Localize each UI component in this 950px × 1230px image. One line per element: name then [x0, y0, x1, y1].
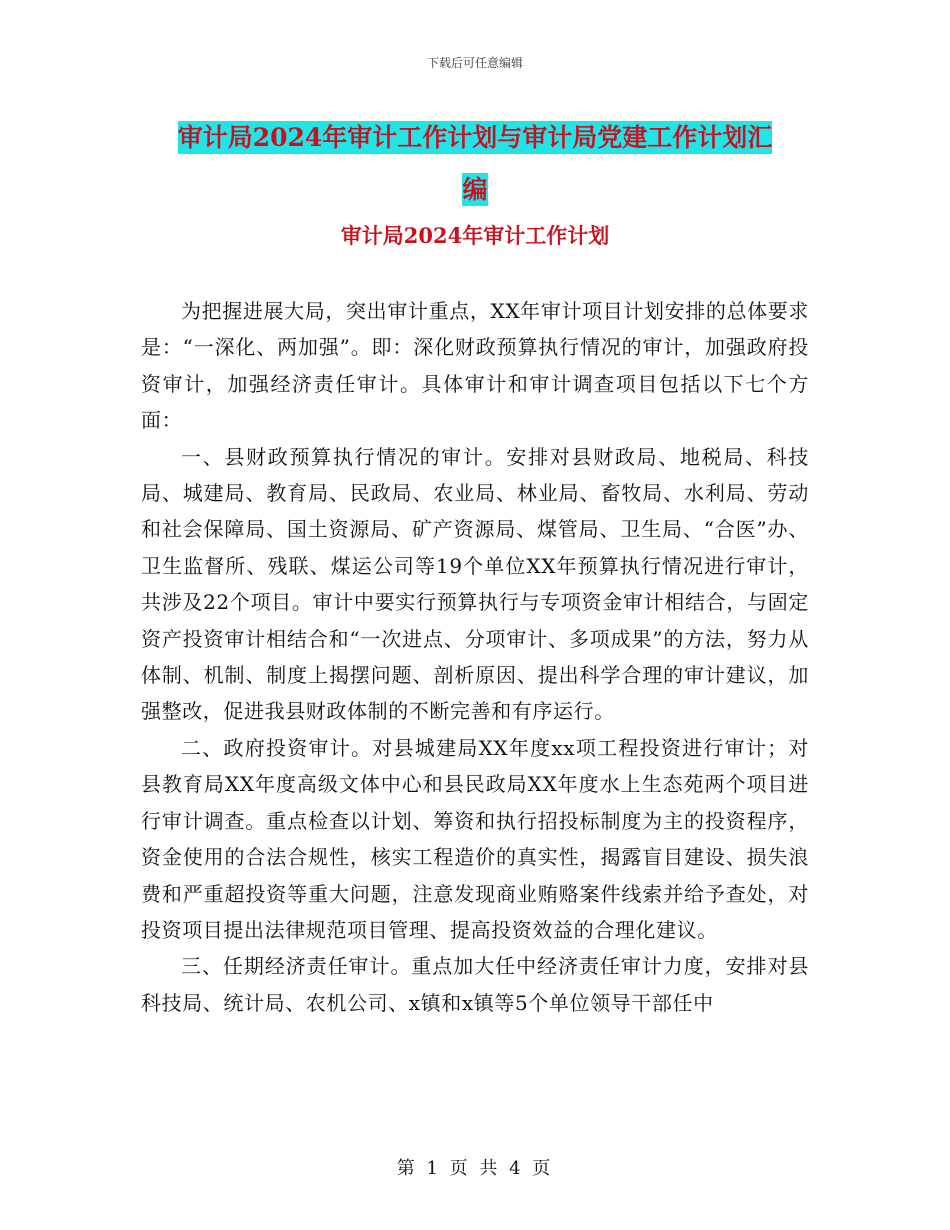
paragraph-item-1: 一、县财政预算执行情况的审计。安排对县财政局、地税局、科技局、城建局、教育局、民政局、农业局、林业局、畜牧局、水利局、劳动和社会保障局、国土资源局、矿产资源局、煤管局、卫生局、“合医”办、卫生监督所、残联、煤运公司等19个单位XX年预算执行情况进行审计，共涉及22个项目。审计中要实行预算执行与专项资金审计相结合，与固定资产投资审计相结合和“一次进点、分项审计、多项成果”的方法，努力从体制、机制、制度上揭摆问题、剖析原因、提出科学合理的审计建议，加强整改，促进我县财政体制的不断完善和有序运行。	[141, 444, 809, 724]
section-title: 审计局2024年审计工作计划	[340, 223, 610, 248]
page-number-footer: 第 1 页 共 4 页	[396, 1158, 554, 1179]
title-line-2: 编	[462, 175, 488, 204]
document-title	[140, 112, 810, 216]
document-body	[141, 293, 809, 1021]
paragraph-intro: 为把握进展大局，突出审计重点，XX年审计项目计划安排的总体要求是：“一深化、两加强”。即：深化财政预算执行情况的审计，加强政府投资审计，加强经济责任审计。具体审计和审计调查项目包括以下七个方面：	[141, 299, 809, 433]
page-header-note: 下载后可任意编辑	[426, 56, 523, 70]
paragraph-item-2: 二、政府投资审计。对县城建局XX年度xx项工程投资进行审计；对县教育局XX年度高级文体中心和县民政局XX年度水上生态苑两个项目进行审计调查。重点检查以计划、筹资和执行招投标制度为主的投资程序，资金使用的合法合规性，核实工程造价的真实性，揭露盲目建设、损失浪费和严重超投资等重大问题，注意发现商业贿赂案件线索并给予查处，对投资项目提出法律规范项目管理、提高投资效益的合理化建议。	[141, 735, 809, 942]
title-line-1: 审计局2024年审计工作计划与审计局党建工作计划汇	[177, 123, 773, 152]
paragraph-item-3: 三、任期经济责任审计。重点加大任中经济责任审计力度，安排对县科技局、统计局、农机公司、x镇和x镇等5个单位领导干部任中	[141, 954, 809, 1015]
